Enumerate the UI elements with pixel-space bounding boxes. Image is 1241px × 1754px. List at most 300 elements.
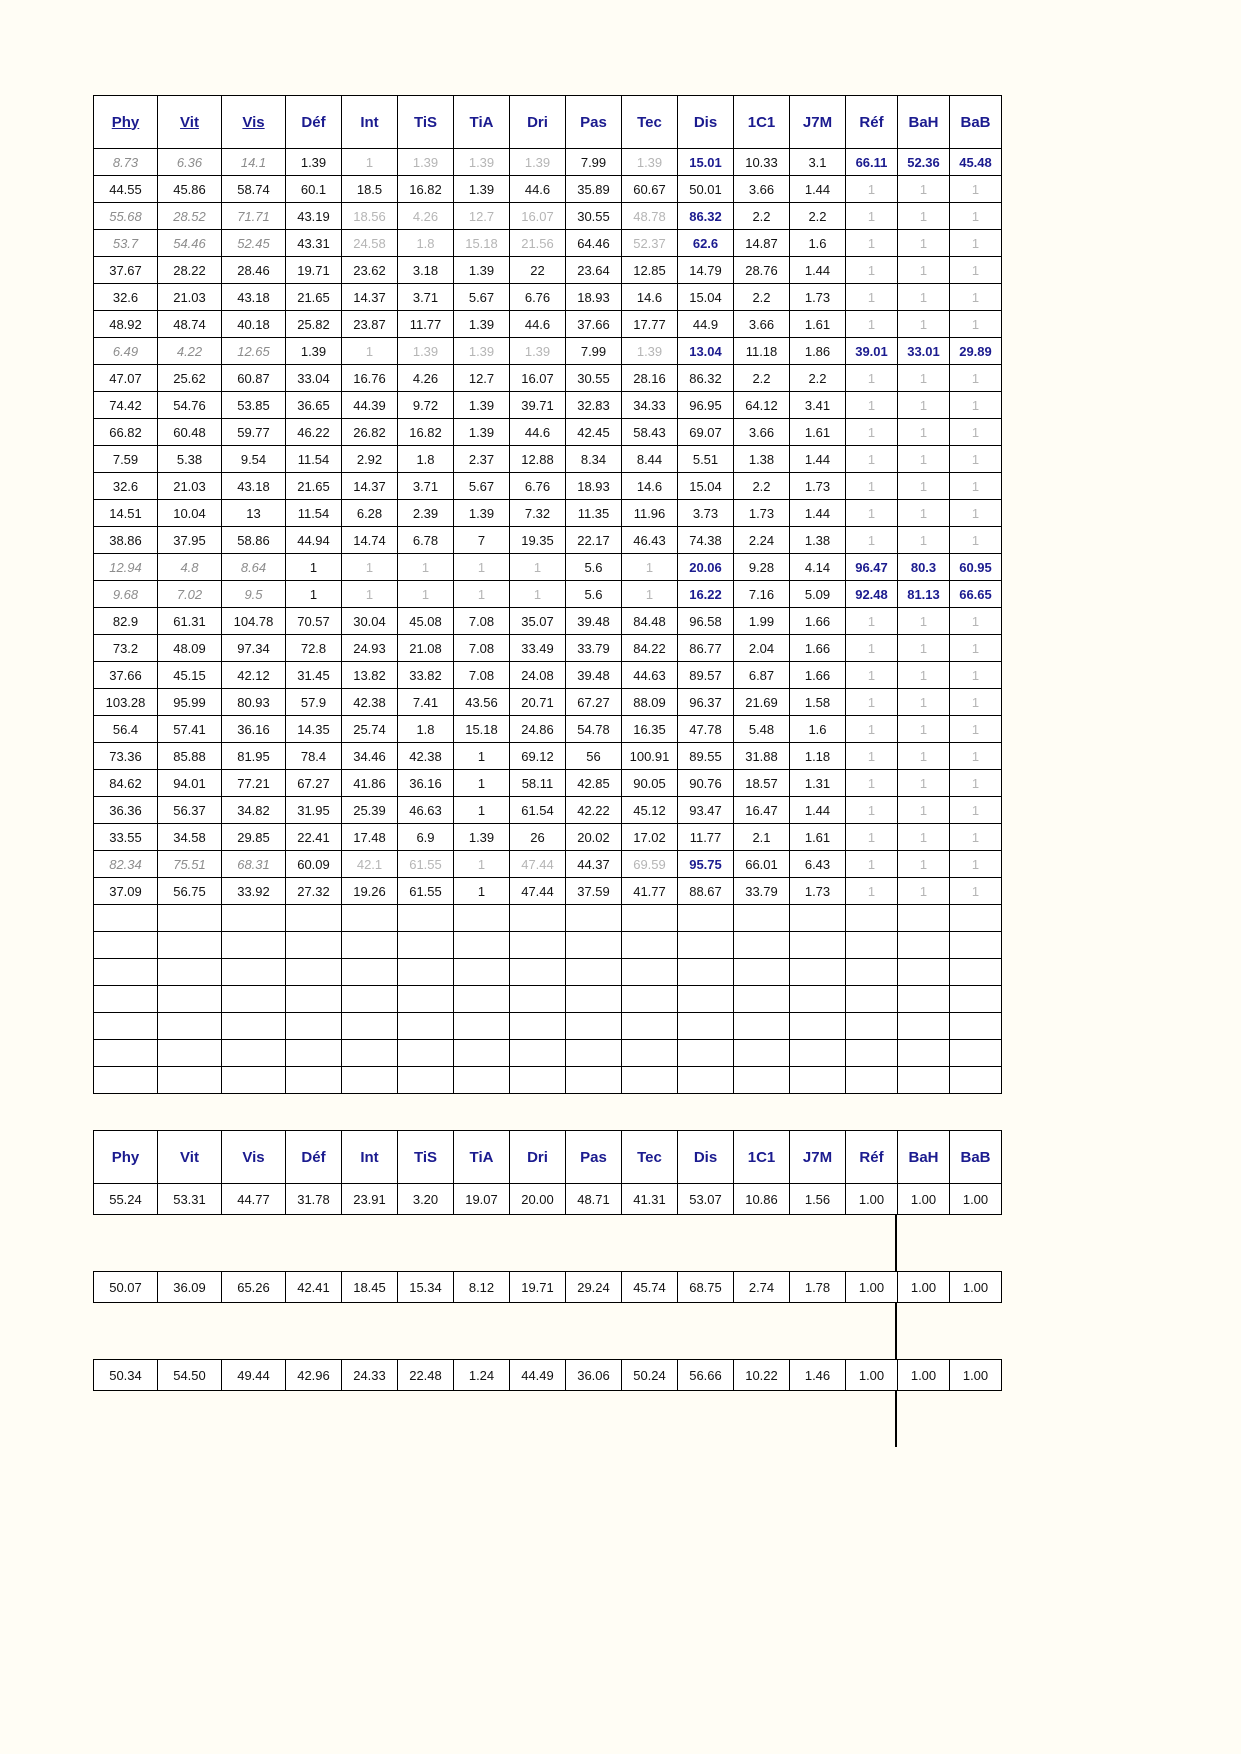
cell: 1 xyxy=(846,392,898,419)
empty-cell xyxy=(286,1067,342,1094)
cell: 1 xyxy=(846,689,898,716)
empty-cell xyxy=(286,905,342,932)
empty-cell xyxy=(622,1067,678,1094)
empty-cell xyxy=(678,1013,734,1040)
cell: 1.61 xyxy=(790,311,846,338)
cell: 1.00 xyxy=(950,1184,1002,1215)
cell: 1 xyxy=(950,743,1002,770)
cell: 42.41 xyxy=(286,1272,342,1303)
cell: 61.55 xyxy=(398,851,454,878)
summary-table xyxy=(93,1271,1002,1303)
cell: 1 xyxy=(846,635,898,662)
empty-cell xyxy=(398,1067,454,1094)
empty-cell xyxy=(286,959,342,986)
cell: 13 xyxy=(222,500,286,527)
empty-cell xyxy=(94,1040,158,1067)
cell: 42.22 xyxy=(566,797,622,824)
cell: 84.62 xyxy=(94,770,158,797)
cell: 11.77 xyxy=(398,311,454,338)
cell: 4.26 xyxy=(398,203,454,230)
table-row xyxy=(94,419,1002,446)
cell: 44.94 xyxy=(286,527,342,554)
empty-cell xyxy=(454,959,510,986)
cell: 21.03 xyxy=(158,284,222,311)
cell: 1 xyxy=(342,554,398,581)
cell: 66.82 xyxy=(94,419,158,446)
cell: 6.76 xyxy=(510,473,566,500)
cell: 15.18 xyxy=(454,716,510,743)
cell: 15.34 xyxy=(398,1272,454,1303)
table-row xyxy=(94,527,1002,554)
table-row xyxy=(94,311,1002,338)
cell: 1.8 xyxy=(398,446,454,473)
cell: 5.67 xyxy=(454,284,510,311)
cell: 20.71 xyxy=(510,689,566,716)
cell: 1.73 xyxy=(790,878,846,905)
cell: 1 xyxy=(898,851,950,878)
cell: 54.46 xyxy=(158,230,222,257)
cell: 14.1 xyxy=(222,149,286,176)
col-header-tec: Tec xyxy=(622,96,678,149)
cell: 1.39 xyxy=(454,176,510,203)
cell: 23.64 xyxy=(566,257,622,284)
cell: 94.01 xyxy=(158,770,222,797)
cell: 32.6 xyxy=(94,284,158,311)
cell: 54.50 xyxy=(158,1360,222,1391)
empty-cell xyxy=(222,905,286,932)
cell: 1 xyxy=(898,392,950,419)
cell: 58.86 xyxy=(222,527,286,554)
cell: 1.66 xyxy=(790,608,846,635)
empty-cell xyxy=(94,1013,158,1040)
empty-cell xyxy=(510,932,566,959)
table-row xyxy=(94,392,1002,419)
empty-row xyxy=(94,1013,1002,1040)
empty-cell xyxy=(454,1067,510,1094)
cell: 66.01 xyxy=(734,851,790,878)
cell: 4.26 xyxy=(398,365,454,392)
cell: 81.95 xyxy=(222,743,286,770)
cell: 1 xyxy=(950,392,1002,419)
cell: 1.44 xyxy=(790,500,846,527)
cell: 43.18 xyxy=(222,284,286,311)
cell: 1 xyxy=(846,473,898,500)
cell: 1 xyxy=(898,608,950,635)
cell: 85.88 xyxy=(158,743,222,770)
cell: 1.6 xyxy=(790,230,846,257)
cell: 53.31 xyxy=(158,1184,222,1215)
cell: 3.66 xyxy=(734,419,790,446)
cell: 1 xyxy=(898,311,950,338)
cell: 32.83 xyxy=(566,392,622,419)
empty-cell xyxy=(566,959,622,986)
cell: 1 xyxy=(846,770,898,797)
empty-row xyxy=(94,1067,1002,1094)
cell: 52.45 xyxy=(222,230,286,257)
cell: 1 xyxy=(510,554,566,581)
cell: 90.05 xyxy=(622,770,678,797)
cell: 14.37 xyxy=(342,473,398,500)
cell: 1 xyxy=(950,635,1002,662)
table-row xyxy=(94,824,1002,851)
cell: 32.6 xyxy=(94,473,158,500)
cell: 1.44 xyxy=(790,176,846,203)
cell: 7.08 xyxy=(454,608,510,635)
empty-cell xyxy=(734,1067,790,1094)
cell: 1 xyxy=(846,500,898,527)
col-header-int: Int xyxy=(342,96,398,149)
cell: 80.3 xyxy=(898,554,950,581)
empty-cell xyxy=(286,1040,342,1067)
cell: 58.11 xyxy=(510,770,566,797)
empty-cell xyxy=(342,1040,398,1067)
cell: 1 xyxy=(286,554,342,581)
cell: 13.82 xyxy=(342,662,398,689)
cell: 15.01 xyxy=(678,149,734,176)
cell: 1.00 xyxy=(846,1360,898,1391)
empty-cell xyxy=(222,986,286,1013)
cell: 1 xyxy=(846,284,898,311)
cell: 12.7 xyxy=(454,365,510,392)
empty-cell xyxy=(790,1067,846,1094)
cell: 17.77 xyxy=(622,311,678,338)
cell: 7.08 xyxy=(454,635,510,662)
empty-cell xyxy=(510,1067,566,1094)
cell: 29.89 xyxy=(950,338,1002,365)
table-row xyxy=(94,851,1002,878)
cell: 42.38 xyxy=(398,743,454,770)
empty-cell xyxy=(566,932,622,959)
cell: 7.02 xyxy=(158,581,222,608)
cell: 16.35 xyxy=(622,716,678,743)
cell: 1 xyxy=(454,554,510,581)
cell: 57.41 xyxy=(158,716,222,743)
cell: 1 xyxy=(846,743,898,770)
empty-cell xyxy=(158,932,222,959)
col-header-phy[interactable]: Phy xyxy=(94,96,158,149)
empty-cell xyxy=(950,959,1002,986)
cell: 96.47 xyxy=(846,554,898,581)
empty-cell xyxy=(398,1013,454,1040)
cell: 1 xyxy=(846,446,898,473)
cell: 1 xyxy=(454,878,510,905)
empty-cell xyxy=(222,1013,286,1040)
empty-cell xyxy=(94,932,158,959)
cell: 1 xyxy=(950,446,1002,473)
cell: 81.13 xyxy=(898,581,950,608)
cell: 36.65 xyxy=(286,392,342,419)
cell: 36.36 xyxy=(94,797,158,824)
table-row xyxy=(94,257,1002,284)
empty-cell xyxy=(790,986,846,1013)
empty-cell xyxy=(158,905,222,932)
empty-row xyxy=(94,1040,1002,1067)
empty-cell xyxy=(510,905,566,932)
cell: 18.93 xyxy=(566,473,622,500)
cell: 48.74 xyxy=(158,311,222,338)
cell: 25.62 xyxy=(158,365,222,392)
cell: 12.65 xyxy=(222,338,286,365)
cell: 2.37 xyxy=(454,446,510,473)
cell: 1 xyxy=(950,311,1002,338)
cell: 1 xyxy=(454,770,510,797)
table-row xyxy=(94,716,1002,743)
cell: 1.46 xyxy=(790,1360,846,1391)
col-header-pas: Pas xyxy=(566,96,622,149)
cell: 72.8 xyxy=(286,635,342,662)
cell: 1.39 xyxy=(454,149,510,176)
cell: 88.09 xyxy=(622,689,678,716)
cell: 53.7 xyxy=(94,230,158,257)
empty-cell xyxy=(566,1040,622,1067)
empty-cell xyxy=(158,959,222,986)
cell: 7 xyxy=(454,527,510,554)
cell: 1.18 xyxy=(790,743,846,770)
cell: 5.6 xyxy=(566,581,622,608)
empty-cell xyxy=(158,1013,222,1040)
empty-row xyxy=(94,959,1002,986)
cell: 73.36 xyxy=(94,743,158,770)
cell: 60.95 xyxy=(950,554,1002,581)
cell: 8.73 xyxy=(94,149,158,176)
cell: 14.74 xyxy=(342,527,398,554)
empty-row xyxy=(94,905,1002,932)
cell: 33.79 xyxy=(734,878,790,905)
cell: 37.09 xyxy=(94,878,158,905)
cell: 1.8 xyxy=(398,230,454,257)
col-header-dis: Dis xyxy=(678,96,734,149)
cell: 29.24 xyxy=(566,1272,622,1303)
cell: 46.22 xyxy=(286,419,342,446)
col-header-déf: Déf xyxy=(286,1131,342,1184)
cell: 14.87 xyxy=(734,230,790,257)
cell: 35.07 xyxy=(510,608,566,635)
cell: 1.39 xyxy=(454,392,510,419)
cell: 1.31 xyxy=(790,770,846,797)
cell: 42.38 xyxy=(342,689,398,716)
cell: 14.6 xyxy=(622,284,678,311)
col-header-vis[interactable]: Vis xyxy=(222,96,286,149)
cell: 33.49 xyxy=(510,635,566,662)
cell: 66.65 xyxy=(950,581,1002,608)
col-header-vit[interactable]: Vit xyxy=(158,96,222,149)
col-header-bah: BaH xyxy=(898,96,950,149)
cell: 16.07 xyxy=(510,365,566,392)
cell: 14.79 xyxy=(678,257,734,284)
cell: 2.74 xyxy=(734,1272,790,1303)
cell: 61.31 xyxy=(158,608,222,635)
table-row xyxy=(94,743,1002,770)
cell: 61.54 xyxy=(510,797,566,824)
cell: 96.58 xyxy=(678,608,734,635)
cell: 1.00 xyxy=(898,1360,950,1391)
cell: 53.07 xyxy=(678,1184,734,1215)
cell: 2.2 xyxy=(790,365,846,392)
cell: 14.37 xyxy=(342,284,398,311)
cell: 2.39 xyxy=(398,500,454,527)
cell: 1 xyxy=(846,824,898,851)
empty-cell xyxy=(790,959,846,986)
cell: 15.04 xyxy=(678,473,734,500)
cell: 1 xyxy=(950,716,1002,743)
cell: 21.65 xyxy=(286,473,342,500)
cell: 60.67 xyxy=(622,176,678,203)
cell: 3.1 xyxy=(790,149,846,176)
cell: 50.07 xyxy=(94,1272,158,1303)
cell: 12.85 xyxy=(622,257,678,284)
cell: 61.55 xyxy=(398,878,454,905)
cell: 1.39 xyxy=(454,338,510,365)
summary-table xyxy=(93,1359,1002,1391)
cell: 11.77 xyxy=(678,824,734,851)
empty-cell xyxy=(678,1040,734,1067)
cell: 1.73 xyxy=(790,473,846,500)
empty-cell xyxy=(454,1013,510,1040)
cell: 1 xyxy=(898,230,950,257)
cell: 1 xyxy=(950,608,1002,635)
col-header-phy: Phy xyxy=(94,1131,158,1184)
empty-cell xyxy=(950,1067,1002,1094)
cell: 39.71 xyxy=(510,392,566,419)
cell: 1 xyxy=(950,419,1002,446)
cell: 59.77 xyxy=(222,419,286,446)
cell: 1 xyxy=(898,770,950,797)
cell: 1 xyxy=(622,581,678,608)
cell: 6.36 xyxy=(158,149,222,176)
cell: 7.16 xyxy=(734,581,790,608)
cell: 55.68 xyxy=(94,203,158,230)
cell: 60.48 xyxy=(158,419,222,446)
empty-cell xyxy=(454,1040,510,1067)
cell: 33.01 xyxy=(898,338,950,365)
cell: 37.66 xyxy=(566,311,622,338)
cell: 25.82 xyxy=(286,311,342,338)
cell: 69.12 xyxy=(510,743,566,770)
cell: 82.9 xyxy=(94,608,158,635)
cell: 15.04 xyxy=(678,284,734,311)
cell: 39.01 xyxy=(846,338,898,365)
empty-cell xyxy=(510,986,566,1013)
cell: 68.75 xyxy=(678,1272,734,1303)
cell: 1 xyxy=(950,230,1002,257)
summary-area xyxy=(93,1130,1241,1447)
cell: 24.86 xyxy=(510,716,566,743)
empty-cell xyxy=(734,1040,790,1067)
cell: 48.92 xyxy=(94,311,158,338)
empty-cell xyxy=(566,1067,622,1094)
col-header-tis: TiS xyxy=(398,96,454,149)
cell: 1 xyxy=(950,500,1002,527)
cell: 1 xyxy=(342,149,398,176)
cell: 44.55 xyxy=(94,176,158,203)
cell: 84.48 xyxy=(622,608,678,635)
cell: 1 xyxy=(846,716,898,743)
cell: 74.42 xyxy=(94,392,158,419)
table-row xyxy=(94,662,1002,689)
cell: 1 xyxy=(898,797,950,824)
empty-cell xyxy=(734,959,790,986)
empty-cell xyxy=(622,905,678,932)
cell: 2.2 xyxy=(734,284,790,311)
cell: 5.09 xyxy=(790,581,846,608)
cell: 22.48 xyxy=(398,1360,454,1391)
cell: 1.00 xyxy=(950,1272,1002,1303)
table-row xyxy=(94,230,1002,257)
cell: 9.72 xyxy=(398,392,454,419)
cell: 3.66 xyxy=(734,311,790,338)
empty-cell xyxy=(790,1013,846,1040)
cell: 5.48 xyxy=(734,716,790,743)
cell: 19.26 xyxy=(342,878,398,905)
empty-cell xyxy=(222,1040,286,1067)
table-row xyxy=(94,608,1002,635)
empty-cell xyxy=(398,1040,454,1067)
cell: 28.76 xyxy=(734,257,790,284)
empty-cell xyxy=(286,986,342,1013)
table-row xyxy=(94,1360,1002,1391)
cell: 38.86 xyxy=(94,527,158,554)
cell: 26.82 xyxy=(342,419,398,446)
col-header-déf: Déf xyxy=(286,96,342,149)
column-border-line xyxy=(895,1303,897,1359)
cell: 10.86 xyxy=(734,1184,790,1215)
empty-cell xyxy=(622,1040,678,1067)
col-header-dri: Dri xyxy=(510,96,566,149)
cell: 6.28 xyxy=(342,500,398,527)
cell: 7.08 xyxy=(454,662,510,689)
cell: 6.87 xyxy=(734,662,790,689)
cell: 16.22 xyxy=(678,581,734,608)
cell: 100.91 xyxy=(622,743,678,770)
cell: 1 xyxy=(846,797,898,824)
cell: 35.89 xyxy=(566,176,622,203)
table-row xyxy=(94,203,1002,230)
cell: 11.54 xyxy=(286,446,342,473)
cell: 84.22 xyxy=(622,635,678,662)
empty-cell xyxy=(898,1013,950,1040)
cell: 36.09 xyxy=(158,1272,222,1303)
cell: 1.99 xyxy=(734,608,790,635)
empty-cell xyxy=(342,905,398,932)
cell: 43.18 xyxy=(222,473,286,500)
cell: 23.91 xyxy=(342,1184,398,1215)
table-row xyxy=(94,338,1002,365)
empty-cell xyxy=(790,932,846,959)
empty-cell xyxy=(898,1040,950,1067)
cell: 45.12 xyxy=(622,797,678,824)
cell: 34.58 xyxy=(158,824,222,851)
cell: 48.09 xyxy=(158,635,222,662)
cell: 1 xyxy=(846,203,898,230)
cell: 55.24 xyxy=(94,1184,158,1215)
cell: 36.16 xyxy=(398,770,454,797)
cell: 31.88 xyxy=(734,743,790,770)
cell: 42.96 xyxy=(286,1360,342,1391)
empty-row xyxy=(94,986,1002,1013)
cell: 4.22 xyxy=(158,338,222,365)
cell: 1.39 xyxy=(510,149,566,176)
cell: 24.08 xyxy=(510,662,566,689)
cell: 5.67 xyxy=(454,473,510,500)
cell: 1 xyxy=(846,176,898,203)
cell: 30.55 xyxy=(566,365,622,392)
cell: 1.39 xyxy=(454,419,510,446)
cell: 34.46 xyxy=(342,743,398,770)
cell: 66.11 xyxy=(846,149,898,176)
cell: 1 xyxy=(398,581,454,608)
empty-cell xyxy=(94,986,158,1013)
cell: 10.04 xyxy=(158,500,222,527)
